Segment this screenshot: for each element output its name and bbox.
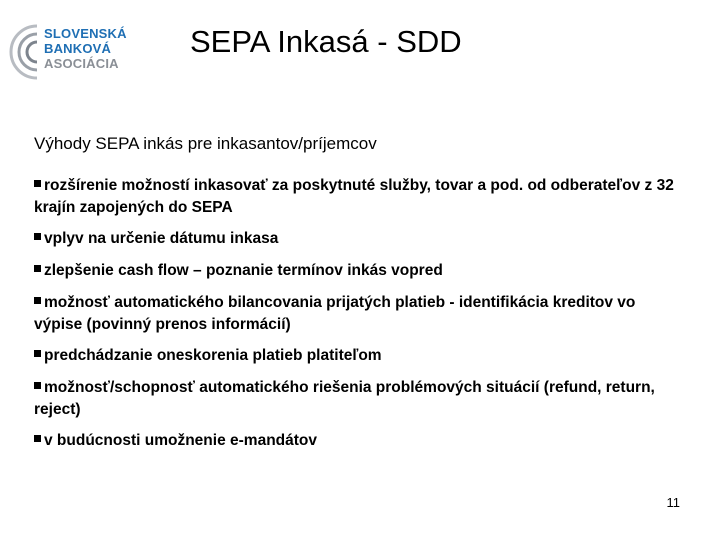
square-bullet-icon — [34, 297, 41, 304]
bullet-text: rozšírenie možností inkasovať za poskytnuté služby, tovar a pod. od odberateľov z 32 krajín zapojených do SEPA — [34, 177, 674, 216]
bullet-item — [34, 430, 684, 452]
bullet-item — [34, 292, 684, 336]
square-bullet-icon — [34, 265, 41, 272]
logo-line-2: BANKOVÁ — [44, 41, 112, 56]
logo-line-1: SLOVENSKÁ — [44, 26, 127, 41]
bullet-item — [34, 175, 684, 219]
bullet-item — [34, 228, 684, 250]
bullet-item — [34, 260, 684, 282]
square-bullet-icon — [34, 233, 41, 240]
logo-text — [44, 26, 127, 71]
bullet-text: možnosť/schopnosť automatického riešenia problémových situácií (refund, return, reject) — [34, 379, 655, 418]
bullet-text: predchádzanie oneskorenia platieb platiteľom — [44, 347, 382, 364]
bullet-item — [34, 377, 684, 421]
bullet-text: v budúcnosti umožnenie e-mandátov — [44, 432, 317, 449]
square-bullet-icon — [34, 382, 41, 389]
square-bullet-icon — [34, 180, 41, 187]
logo-line-3: ASOCIÁCIA — [44, 56, 119, 71]
bullet-item — [34, 345, 684, 367]
bullet-text: možnosť automatického bilancovania prijatých platieb - identifikácia kreditov vo výpise (povinný prenos informácií) — [34, 294, 636, 333]
page-number: 11 — [666, 495, 680, 510]
logo — [8, 20, 138, 84]
slide-title: SEPA Inkasá - SDD — [190, 24, 462, 59]
bullet-text: vplyv na určenie dátumu inkasa — [44, 230, 279, 247]
slide-subtitle: Výhody SEPA inkás pre inkasantov/príjemcov — [34, 134, 377, 153]
square-bullet-icon — [34, 435, 41, 442]
square-bullet-icon — [34, 350, 41, 357]
bullet-text: zlepšenie cash flow – poznanie termínov inkás vopred — [44, 262, 443, 279]
